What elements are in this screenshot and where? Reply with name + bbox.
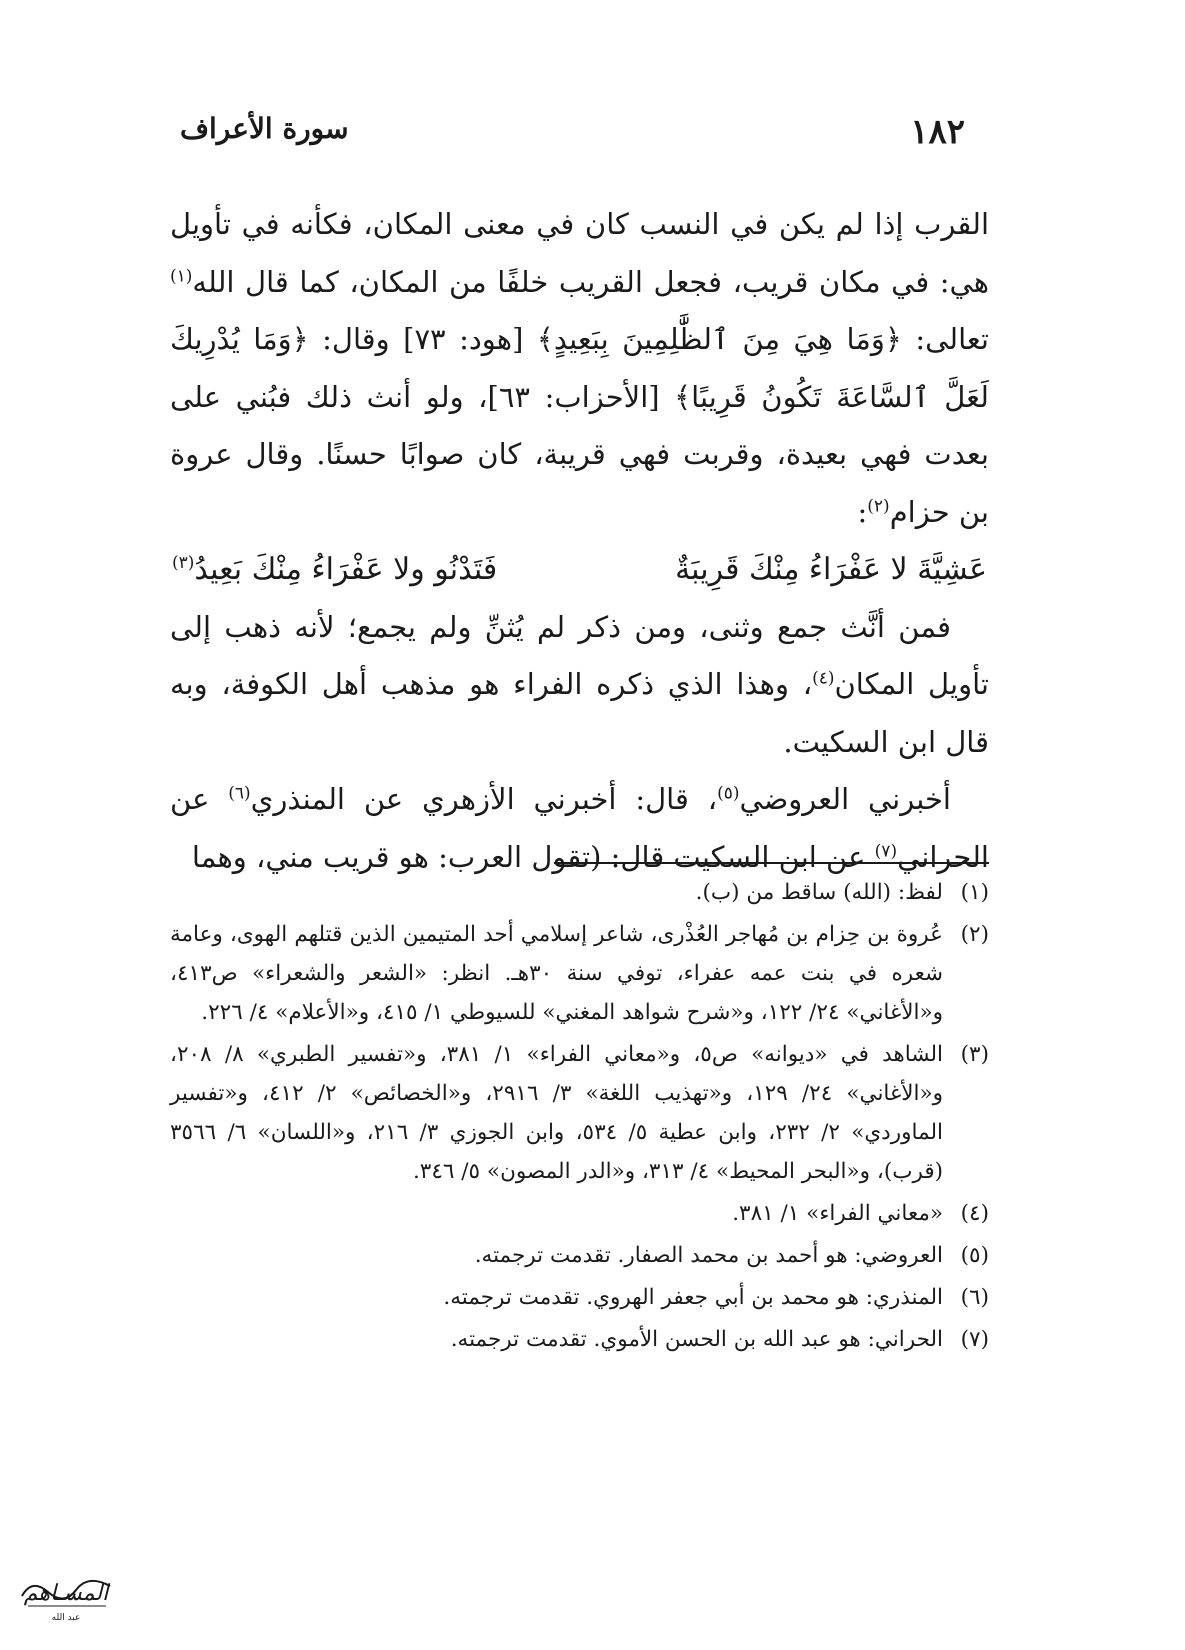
footnote-number: (٤) bbox=[960, 1201, 989, 1226]
paragraph bbox=[170, 771, 989, 886]
footnote bbox=[170, 1278, 989, 1317]
surah-title: سورة الأعراف bbox=[180, 112, 349, 145]
paragraph bbox=[170, 196, 989, 541]
publisher-logo bbox=[14, 1556, 118, 1630]
main-text bbox=[170, 196, 989, 886]
footnote bbox=[170, 1320, 989, 1359]
footnote-text: العروضي: هو أحمد بن محمد الصفار. تقدمت ترجمته. bbox=[474, 1243, 943, 1268]
text-line: ، قال: أخبرني الأزهري عن المنذري bbox=[250, 782, 718, 816]
text-line: فمن أنَّث جمع وثنى، ومن ذكر لم يُثنِّ ولم يجمع؛ لأنه ذهب إلى تأويل المكان bbox=[170, 609, 989, 701]
text-line: أخبرني العروضي bbox=[739, 782, 951, 816]
text-line: : bbox=[857, 494, 868, 529]
verse-hemistich-1: عَشِيَّةَ لا عَفْرَاءُ مِنْكَ قَرِيبَةٌ bbox=[675, 552, 987, 587]
footnote bbox=[170, 873, 989, 912]
footnote-ref: (٥) bbox=[717, 783, 740, 804]
text-line: عن ابن السكيت قال: (تقول العرب: هو قريب مني، وهما bbox=[191, 839, 875, 874]
footnote-text: المنذري: هو محمد بن أبي جعفر الهروي. تقدمت ترجمته. bbox=[443, 1285, 943, 1310]
footnote-ref: (٦) bbox=[228, 783, 251, 804]
text-line: عن الحراني bbox=[170, 782, 989, 874]
footnote-ref: (٧) bbox=[874, 840, 898, 861]
footnote-number: (١) bbox=[960, 880, 989, 905]
page-header bbox=[180, 112, 965, 162]
footnote-number: (٣) bbox=[960, 1042, 989, 1067]
verse-hemistich-text: فَتَدْنُو ولا عَفْرَاءُ مِنْكَ بَعِيدُ bbox=[194, 552, 498, 587]
footnote-text: لفظ: (الله) ساقط من (ب). bbox=[695, 880, 943, 905]
footnote-ref: (٤) bbox=[812, 668, 835, 689]
text-line: تعالى: bbox=[915, 322, 989, 356]
quran-quote: ﴿وَمَا هِيَ مِنَ ٱلظَّٰلِمِينَ بِبَعِيدٍ﴾ [هود: ٧٣] وقال: ﴿وَمَا يُدْرِيكَ لَعَلَّ ٱلسَّاعَةَ تَكُونُ قَرِيبًا﴾ [الأحزاب: ٦٣]، ولو أنث ذلك فبُني على بعدت فهي بعيدة، وقربت bbox=[170, 322, 989, 471]
text-line: القرب إذا لم يكن في النسب كان في معنى المكان، فكأنه في تأويل هي: bbox=[170, 207, 990, 299]
footnote-ref: (٢) bbox=[867, 495, 890, 516]
logo-small-text: عبد الله bbox=[51, 1613, 81, 1623]
footnote-number: (٧) bbox=[960, 1327, 989, 1352]
footnote bbox=[170, 1035, 989, 1191]
footnote-text: «معاني الفراء» ١/ ٣٨١. bbox=[732, 1201, 943, 1226]
footnote bbox=[170, 1194, 989, 1233]
text-line: فهي قريبة، كان صوابًا حسنًا. وقال عروة بن حزام bbox=[170, 437, 989, 529]
footnote bbox=[170, 915, 989, 1032]
text-line: في مكان قريب، فجعل القريب خلفًا من المكان، كما قال الله bbox=[192, 264, 930, 299]
verse-hemistich-2 bbox=[172, 541, 497, 599]
footnote-number: (٢) bbox=[960, 922, 989, 947]
footnote-ref: (٣) bbox=[172, 553, 195, 573]
page-number: ١٨٢ bbox=[910, 112, 965, 152]
footnote-text: الشاهد في «ديوانه» ص٥، و«معاني الفراء» ١/ ٣٨١، و«تفسير الطبري» ٨/ ٢٠٨، و«الأغاني» ٢٤/ ١٢٩، و«تهذيب اللغة» ٣/ ٢٩١٦، و«الخصائص» ٢/ ٤١٢، و«تفسير الماوردي» ٢/ ٢٣٢، وابن عطية ٥/ ٥٣٤، وابن الجوزي ٣/ ٢١٦، و«اللسان» ٦/ ٣٥٦٦ (قرب)، و«البحر المحيط» ٤/ ٣١٣، و«الدر المصون» ٥/ ٣٤٦. bbox=[170, 1042, 944, 1184]
footnote-text: عُروة بن حِزام بن مُهاجر العُذْرى، شاعر إسلامي أحد المتيمين الذين قتلهم الهوى، وعامة شعره في بنت عمه عفراء، توفي سنة ٣٠هـ. انظر: «الشعر والشعراء» ص٤١٣، و«الأغاني» ٢٤/ ١٢٢، و«شرح شواهد المغني» للسيوطي ١/ ٤١٥، و«الأعلام» ٤/ ٢٢٦. bbox=[170, 922, 944, 1025]
footnote-text: الحراني: هو عبد الله بن الحسن الأموي. تقدمت ترجمته. bbox=[450, 1327, 943, 1352]
footnotes bbox=[170, 873, 989, 1362]
logo-text: المسـاهم bbox=[23, 1581, 109, 1606]
paragraph bbox=[170, 599, 989, 772]
footnote-ref: (١) bbox=[170, 265, 193, 286]
footnote-number: (٥) bbox=[960, 1243, 989, 1268]
footnote-divider bbox=[554, 862, 989, 864]
footnote bbox=[170, 1236, 989, 1275]
text-line: ، وهذا الذي ذكره الفراء هو مذهب أهل الكوفة، وبه قال ابن السكيت. bbox=[170, 667, 989, 759]
poetry-verse bbox=[170, 541, 989, 599]
footnote-number: (٦) bbox=[960, 1285, 989, 1310]
